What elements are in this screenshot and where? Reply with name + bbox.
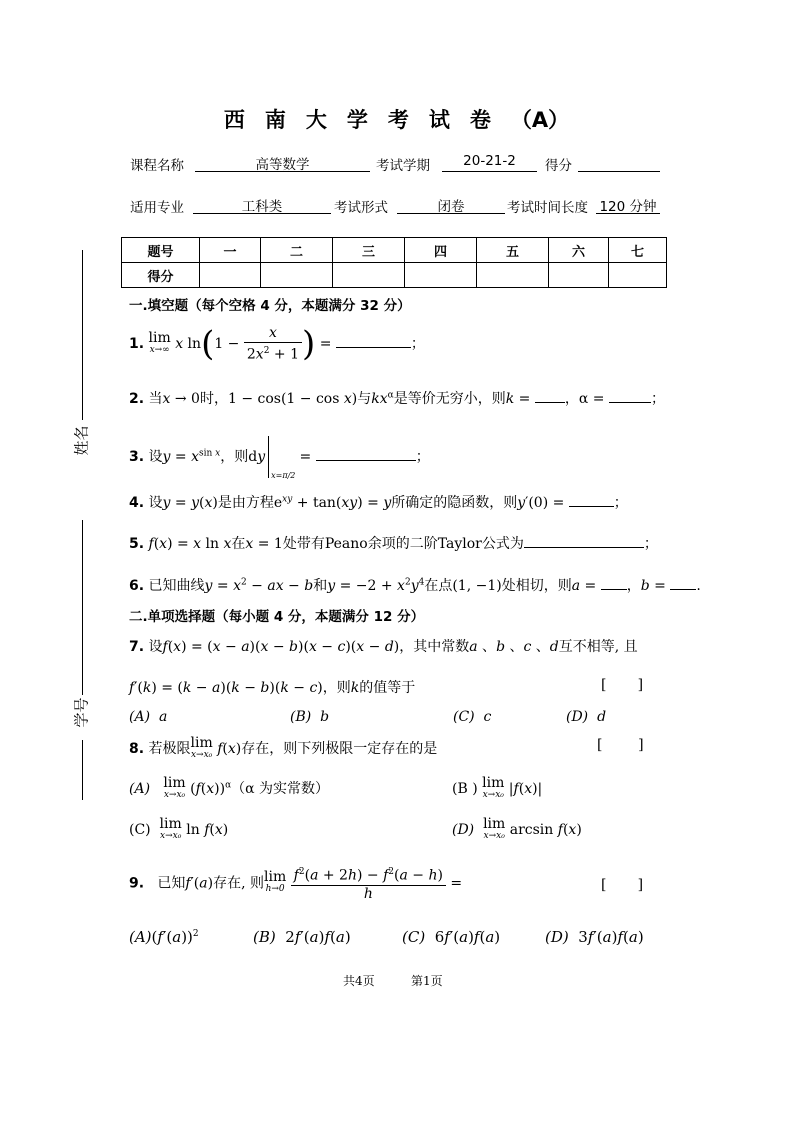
- table-cell: 六: [549, 238, 609, 263]
- side-line-bottom: [82, 740, 83, 800]
- form-field: 闭卷: [397, 195, 505, 214]
- term-field: 20-21-2: [442, 153, 537, 172]
- major-label: 适用专业: [130, 200, 184, 216]
- option-9c[interactable]: (C) 6f′(a)f(a): [402, 928, 501, 946]
- option-a[interactable]: (A) a: [129, 709, 168, 725]
- option-9a[interactable]: $(A)(f'(a))^2$: [129, 928, 199, 946]
- option-8a[interactable]: (A) lim x→x₀ $(f(x))^\alpha(\alpha$ 为实常数）: [129, 775, 330, 800]
- table-cell: 三: [333, 238, 405, 263]
- major-field: 工科类: [193, 195, 331, 214]
- score-field: [578, 153, 660, 172]
- name-label: 姓名: [72, 425, 91, 456]
- table-cell: 四: [405, 238, 477, 263]
- question-1: 1. lim x→∞ x ln(1 − $\frac{x}{2x^2 + 1}$ ) = ；: [129, 324, 425, 364]
- student-id-label: 学号: [72, 697, 91, 728]
- table-cell: 二: [261, 238, 333, 263]
- answer-bracket-8[interactable]: [ ]: [597, 737, 644, 753]
- table-cell: 一: [200, 238, 261, 263]
- section-2-title: 二.单项选择题（每小题 4 分，本题满分 12 分）: [129, 609, 425, 625]
- score-table-score-row: [122, 263, 667, 288]
- table-cell: 七: [609, 238, 667, 263]
- side-line-top: [82, 250, 83, 420]
- score-cell[interactable]: [609, 263, 667, 288]
- question-5: 5. f(x) = x ln x在x = 1处带有Peano余项的二阶Taylor公式为 ；: [129, 536, 658, 552]
- duration-field: 120 分钟: [596, 195, 660, 214]
- question-2: 2. 当x → 0时，1 − cos(1 − cos x)与$kx^\alpha$是等价无穷小，则k = ，α = ；: [129, 390, 665, 407]
- answer-bracket-7[interactable]: [ ]: [601, 677, 644, 693]
- score-cell[interactable]: [261, 263, 333, 288]
- score-cell[interactable]: [333, 263, 405, 288]
- option-c[interactable]: (C) c: [453, 709, 492, 725]
- footer-page-number: 第1页: [411, 974, 443, 988]
- option-d[interactable]: (D) d: [566, 709, 607, 725]
- question-8: 8. 若极限lim x→x₀ f(x)存在，则下列极限一定存在的是: [129, 735, 438, 760]
- footer-total-pages: 共4页: [343, 974, 375, 988]
- question-9: 9. 已知f′(a)存在, 则lim h→0 $\frac{f^2(a + 2h) - f^2(a - h)}{h}$ =: [129, 864, 462, 903]
- option-9d[interactable]: (D) 3f′(a)f(a): [545, 928, 644, 946]
- option-8b[interactable]: (B ) lim x→x₀ |f(x)|: [452, 775, 543, 800]
- course-field: 高等数学: [195, 153, 370, 172]
- question-4: 4. 设y = y(x)是由方程$e^{xy} + \tan(xy) = y$所确定的隐函数，则y′(0) = ；: [129, 494, 628, 511]
- course-label: 课程名称: [130, 158, 184, 174]
- option-8d[interactable]: (D) lim x→x₀ arcsin f(x): [452, 816, 582, 841]
- table-cell: 五: [477, 238, 549, 263]
- score-cell[interactable]: [200, 263, 261, 288]
- question-6: 6. 已知曲线$y = x^2$ − ax − b和$y = -2 + x^2y^4$在点(1, −1)处相切，则a = ，b = .: [129, 577, 701, 594]
- answer-bracket-9[interactable]: [ ]: [601, 877, 644, 893]
- table-cell: 题号: [122, 238, 200, 263]
- score-label: 得分: [545, 158, 572, 174]
- score-cell[interactable]: [549, 263, 609, 288]
- question-7: 7. 设f(x) = (x − a)(x − b)(x − c)(x − d)，其中常数a 、b 、c 、d互不相等, 且: [129, 639, 638, 655]
- table-cell: 得分: [122, 263, 200, 288]
- form-label: 考试形式: [334, 200, 388, 216]
- term-label: 考试学期: [376, 158, 430, 174]
- duration-label: 考试时间长度: [507, 200, 588, 216]
- side-line-mid: [82, 520, 83, 695]
- score-cell[interactable]: [477, 263, 549, 288]
- section-1-title: 一.填空题（每个空格 4 分，本题满分 32 分）: [129, 298, 411, 314]
- exam-title: 西 南 大 学 考 试 卷 （A）: [223, 108, 570, 132]
- option-b[interactable]: (B) b: [290, 709, 330, 725]
- question-7-line-2: f′(k) = (k − a)(k − b)(k − c)，则k的值等于: [129, 680, 416, 696]
- score-table: [121, 237, 667, 288]
- score-table-header-row: [122, 238, 667, 263]
- option-8c[interactable]: (C) lim x→x₀ ln f(x): [129, 816, 229, 841]
- option-9b[interactable]: (B) 2f′(a)f(a): [253, 928, 351, 946]
- score-cell[interactable]: [405, 263, 477, 288]
- question-3: 3. 设$y = x^{sin x}$，则dy x=π/2 = ；: [129, 436, 430, 478]
